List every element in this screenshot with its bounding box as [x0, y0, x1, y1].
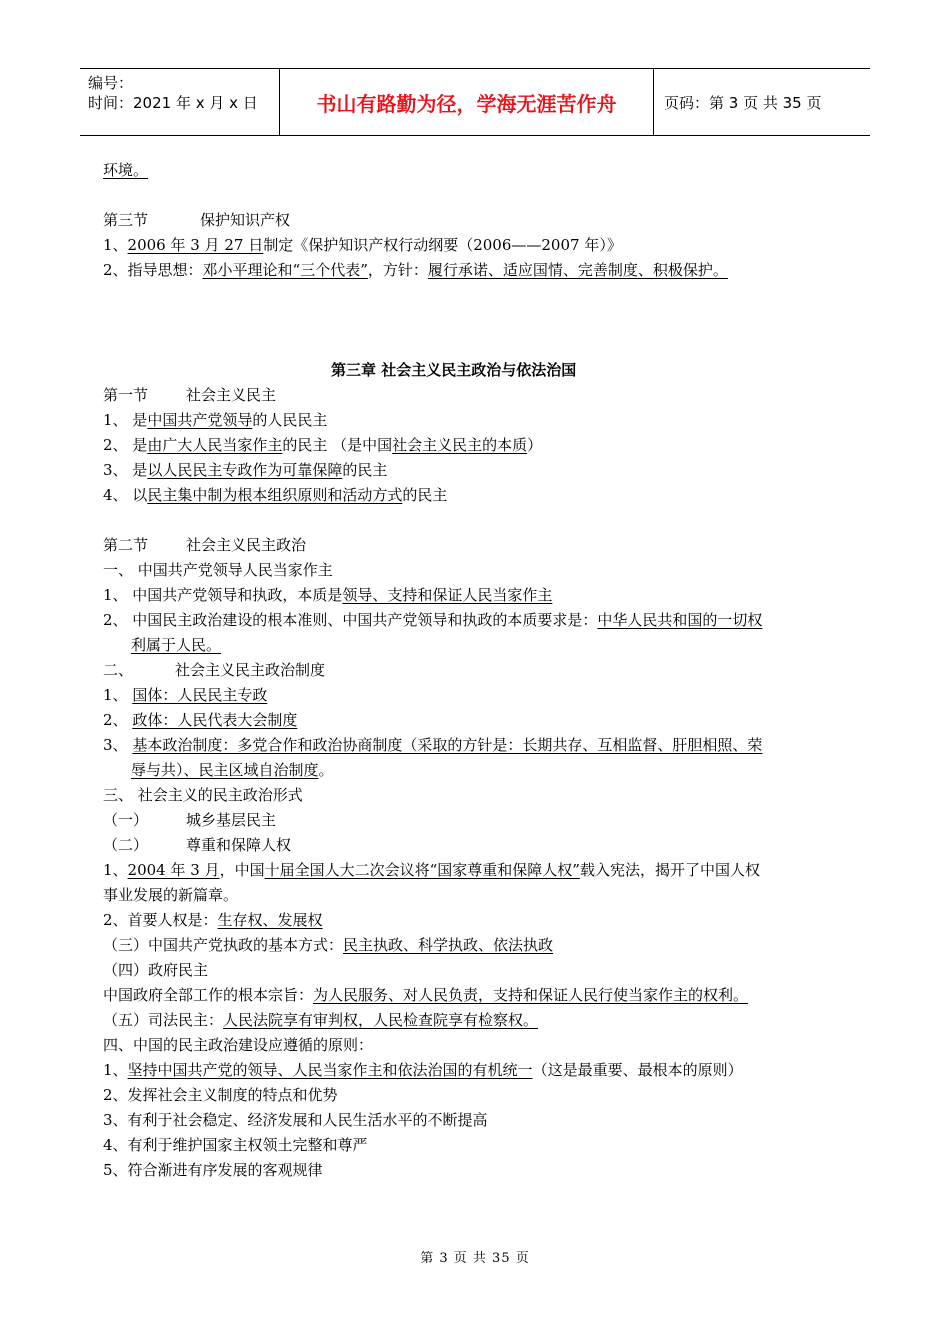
underlined-text: 环境。 [103, 161, 149, 179]
underlined-text: 为人民服务、对人民负责，支持和保证人民行使当家作主的权利。 [313, 986, 749, 1004]
text: 的民主 [342, 461, 388, 479]
text: 城乡基层民主 [186, 811, 277, 829]
underlined-text: 辱与共）、民主区域自治制度 [131, 761, 319, 779]
underlined-text: 中国共产党领导 [147, 411, 253, 429]
section-heading [103, 535, 306, 555]
text: （五）司法民主： [103, 1011, 224, 1029]
list-item [103, 935, 553, 955]
underlined-text: 民主集中制为根本组织原则和活动方式 [147, 486, 403, 504]
text: （三）中国共产党执政的基本方式： [103, 936, 344, 954]
text: 2、 [103, 711, 133, 729]
list-item [103, 435, 542, 455]
text: 二、 [103, 661, 134, 679]
text: 。 [318, 761, 334, 779]
header-meta [80, 69, 280, 135]
list-item: 2、发挥社会主义制度的特点和优势 [103, 1086, 338, 1104]
text: ，方针： [367, 261, 428, 279]
list-item [103, 860, 760, 880]
subheading [103, 810, 276, 830]
subheading: 一、 中国共产党领导人民当家作主 [103, 561, 333, 579]
text-line [103, 235, 622, 255]
text: ，中国 [219, 861, 265, 879]
underlined-text: 利属于人民。 [131, 636, 222, 654]
list-item-continuation: 事业发展的新篇章。 [103, 886, 239, 904]
list-item [103, 585, 552, 605]
underlined-text: 中华人民共和国的一切权 [597, 611, 763, 629]
text: 1、 是 [103, 411, 148, 429]
page-header [80, 68, 870, 136]
text: 的民主 [402, 486, 448, 504]
text: （这是最重要、最根本的原则） [532, 1061, 743, 1079]
list-item [103, 735, 762, 755]
list-item [103, 710, 297, 730]
text: 1、 [103, 686, 133, 704]
underlined-text: 生存权、发展权 [217, 911, 323, 929]
underlined-text: 邓小平理论和“三个代表” [202, 261, 368, 279]
text-line [103, 1010, 538, 1030]
subheading: （四）政府民主 [103, 961, 209, 979]
list-item [103, 1060, 743, 1080]
list-item [103, 610, 762, 630]
text: 载入宪法，揭开了中国人权 [579, 861, 760, 879]
text: 的人民民主 [252, 411, 328, 429]
list-item: 5、符合渐进有序发展的客观规律 [103, 1161, 323, 1179]
chapter-title: 第三章 社会主义民主政治与依法治国 [331, 361, 577, 379]
subheading: 四、中国的民主政治建设应遵循的原则： [103, 1036, 374, 1054]
text: 1、 [103, 1061, 128, 1079]
text: 制定《保护知识产权行动纲要（2006——2007 年）》 [263, 236, 622, 254]
list-item-continuation [131, 760, 334, 780]
text: 社会主义民主政治制度 [175, 661, 326, 679]
text-line [103, 985, 748, 1005]
list-item-continuation [131, 635, 221, 655]
subheading [103, 660, 325, 680]
list-item: 4、有利于维护国家主权领土完整和尊严 [103, 1136, 368, 1154]
underlined-text: 国体：人民民主专政 [132, 686, 268, 704]
underlined-text: 2006 年 3 月 27 日 [127, 236, 264, 254]
text: 2、 是 [103, 436, 148, 454]
text: 尊重和保障人权 [186, 836, 292, 854]
underlined-text: 社会主义民主的本质 [392, 436, 528, 454]
section-number: 第一节 [103, 386, 149, 404]
text-line [103, 160, 148, 180]
text: 2、 中国民主政治建设的根本准则、中国共产党领导和执政的本质要求是： [103, 611, 598, 629]
text: （一） [103, 811, 149, 829]
underlined-text: 十届全国人大二次会议将“国家尊重和保障人权” [264, 861, 580, 879]
section-number: 第三节 [103, 211, 149, 229]
text: 2、首要人权是： [103, 911, 218, 929]
text: ） [527, 436, 543, 454]
underlined-text: 基本政治制度：多党合作和政治协商制度（采取的方针是：长期共存、互相监督、肝胆相照、荣 [132, 736, 763, 754]
date-text: 时间：2021 年 x 月 x 日 [88, 94, 258, 112]
underlined-text: 由广大人民当家作主 [147, 436, 283, 454]
section-heading [103, 385, 276, 405]
header-page-label: 页码：第 3 页 共 35 页 [664, 93, 822, 112]
underlined-text: 坚持中国共产党的领导、人民当家作主和依法治国的有机统一 [127, 1061, 533, 1079]
underlined-text: 政体：人民代表大会制度 [132, 711, 298, 729]
page-footer: 第 3 页 共 35 页 [420, 1251, 530, 1266]
text: 4、 以 [103, 486, 148, 504]
underlined-text: 民主执政、科学执政、依法执政 [343, 936, 554, 954]
list-item [103, 485, 447, 505]
text: 1、 中国共产党领导和执政，本质是 [103, 586, 343, 604]
list-item [103, 910, 323, 930]
section-number: 第二节 [103, 536, 149, 554]
section-title: 社会主义民主政治 [186, 536, 307, 554]
text: （二） [103, 836, 149, 854]
list-item [103, 685, 267, 705]
underlined-text: 人民法院享有审判权，人民检查院享有检察权。 [223, 1011, 539, 1029]
text: 中国政府全部工作的根本宗旨： [103, 986, 314, 1004]
code-label: 编号： [88, 74, 134, 92]
underlined-text: 履行承诺、适应国情、完善制度、积极保护。 [427, 261, 728, 279]
list-item: 3、有利于社会稳定、经济发展和人民生活水平的不断提高 [103, 1111, 488, 1129]
section-title: 保护知识产权 [200, 211, 291, 229]
section-heading [103, 210, 290, 230]
subheading: 三、 社会主义的民主政治形式 [103, 786, 303, 804]
list-item [103, 460, 387, 480]
text: 1、 [103, 236, 128, 254]
text: 3、 是 [103, 461, 148, 479]
subheading [103, 835, 291, 855]
header-motto: 书山有路勤为径，学海无涯苦作舟 [280, 69, 654, 135]
underlined-text: 领导、支持和保证人民当家作主 [342, 586, 553, 604]
underlined-text: 2004 年 3 月 [127, 861, 220, 879]
section-title: 社会主义民主 [186, 386, 277, 404]
text: 的民主 （是中国 [282, 436, 393, 454]
text-line [103, 260, 728, 280]
list-item [103, 410, 327, 430]
text: 1、 [103, 861, 128, 879]
text: 2、指导思想： [103, 261, 203, 279]
underlined-text: 以人民民主专政作为可靠保障 [147, 461, 343, 479]
text: 3、 [103, 736, 133, 754]
